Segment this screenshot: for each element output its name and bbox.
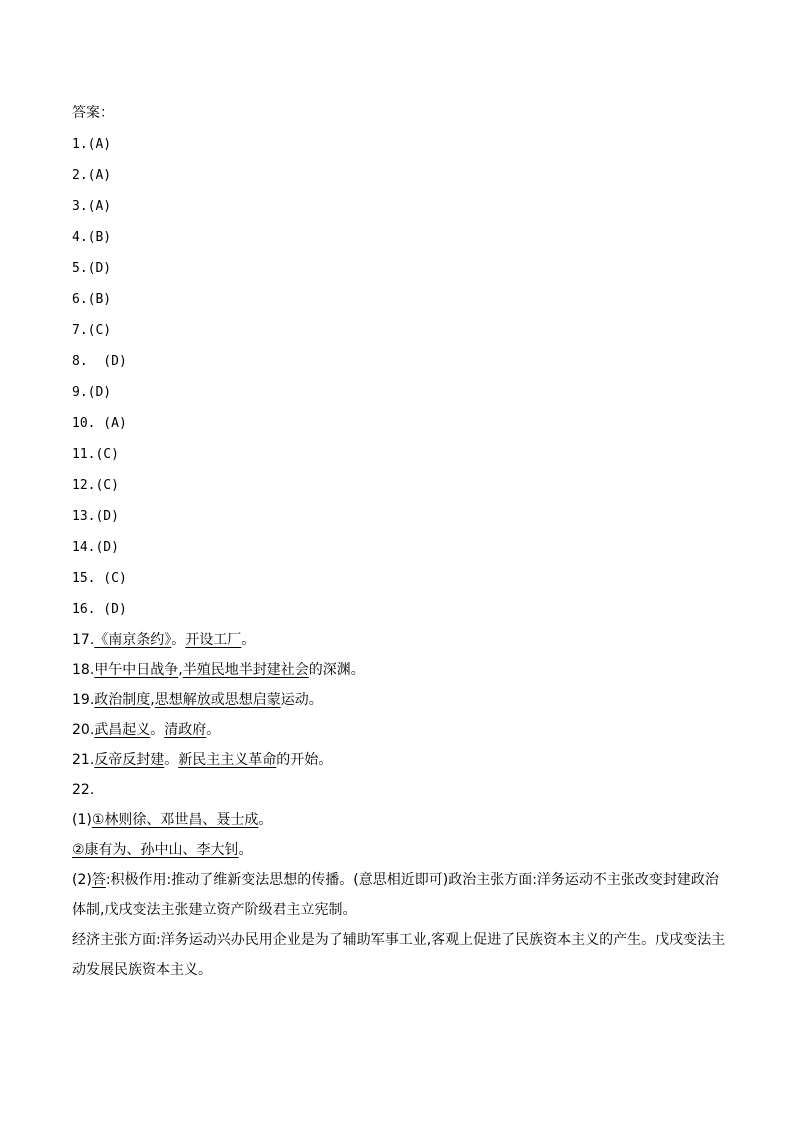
answer-22-part1-a [72, 805, 732, 835]
question-number: 21. [72, 752, 95, 768]
answer-blank: 甲午中日战争 [94, 662, 179, 678]
answer-item: 9.(D) [72, 385, 112, 400]
answer-blank: 政治制度 [94, 692, 151, 708]
separator: 。 [164, 752, 179, 768]
answer-suffix: 的深渊。 [308, 662, 365, 678]
answer-sheet [72, 98, 732, 985]
answer-item: 5.(D) [72, 261, 112, 276]
separator: , [178, 662, 183, 678]
answer-item: 2.(A) [72, 168, 112, 183]
answer-item: 15. (C) [72, 571, 127, 586]
part-number: (2) [72, 872, 92, 888]
answer-22-part2 [72, 865, 732, 925]
answer-suffix: 。 [258, 812, 273, 828]
separator: 。 [171, 632, 186, 648]
answer-blank: ②康有为、孙中山、李大钊 [72, 842, 239, 858]
answer-blank: 思想解放或思想启蒙 [154, 692, 281, 708]
answer-suffix: 的开始。 [276, 752, 333, 768]
answer-suffix: 。 [206, 722, 221, 738]
question-number: 18. [72, 662, 95, 678]
question-number: 20. [72, 722, 95, 738]
answer-item: 3.(A) [72, 199, 112, 214]
answer-item: 10. (A) [72, 416, 127, 431]
answer-21 [72, 745, 732, 775]
answer-item: 12.(C) [72, 478, 119, 493]
answer-blank: 半殖民地半封建社会 [182, 662, 309, 678]
answer-blank: 开设工厂 [185, 632, 242, 648]
separator: 。 [150, 722, 165, 738]
answer-22-number: 22. [72, 782, 95, 798]
answer-blank: 新民主主义革命 [178, 752, 277, 768]
answer-item: 4.(B) [72, 230, 112, 245]
separator: , [150, 692, 155, 708]
answer-item: 6.(B) [72, 292, 112, 307]
question-number: 17. [72, 632, 95, 648]
answer-item: 7.(C) [72, 323, 112, 338]
answer-label: 答 [91, 872, 106, 888]
answer-20 [72, 715, 732, 745]
answer-blank: 《南京条约》 [94, 632, 172, 648]
answer-17 [72, 625, 732, 655]
answer-blank: 清政府 [164, 722, 207, 738]
answer-19 [72, 685, 732, 715]
answers-heading: 答案： [72, 105, 114, 121]
answer-item: 13.(D) [72, 509, 119, 524]
answer-item: 16. (D) [72, 602, 127, 617]
answer-suffix: 运动。 [280, 692, 323, 708]
answer-item: 14.(D) [72, 540, 119, 555]
answer-blank: 反帝反封建 [94, 752, 165, 768]
part-number: (1) [72, 812, 92, 828]
answer-22-part1-b [72, 835, 732, 865]
question-number: 19. [72, 692, 95, 708]
answer-18 [72, 655, 732, 685]
answer-suffix: 。 [238, 842, 253, 858]
answer-22-part2-economic: 经济主张方面:洋务运动兴办民用企业是为了辅助军事工业,客观上促进了民族资本主义的产生。戊戌变法主动发展民族资本主义。 [72, 932, 726, 978]
answer-item: 1.(A) [72, 137, 112, 152]
answer-suffix: 。 [241, 632, 256, 648]
answer-item: 11.(C) [72, 447, 119, 462]
answer-item: 8. (D) [72, 354, 127, 369]
answer-text: :积极作用:推动了维新变法思想的传播。(意思相近即可)政治主张方面:洋务运动不主张改变封建政治体制,戊戌变法主张建立资产阶级君主立宪制。 [72, 872, 719, 918]
answer-blank: ①林则徐、邓世昌、聂士成 [91, 812, 259, 828]
answer-blank: 武昌起义 [94, 722, 151, 738]
